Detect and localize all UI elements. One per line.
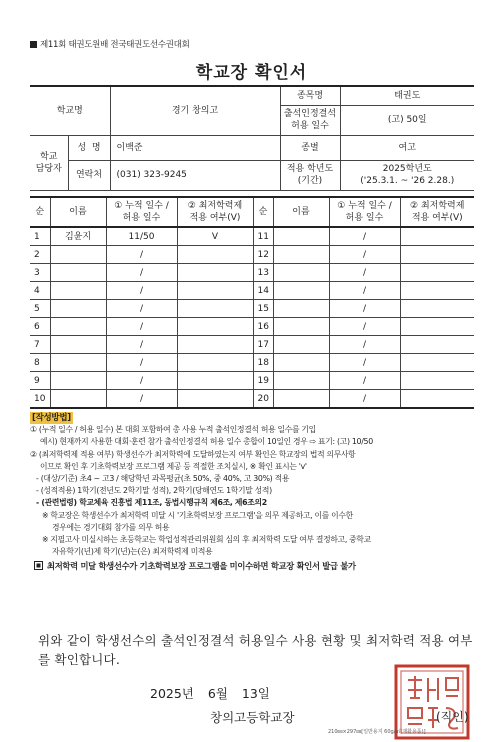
table-cell: /	[329, 336, 400, 354]
competition-name: 제11회 태권도원배 전국태권도선수권대회	[40, 40, 190, 50]
seal-label: (직인)	[436, 710, 469, 724]
table-cell	[400, 390, 474, 409]
table-cell	[177, 390, 253, 409]
table-cell	[50, 354, 106, 372]
table-cell	[50, 246, 106, 264]
table-cell: 3	[30, 264, 50, 282]
category-label: 종별	[280, 135, 340, 160]
table-cell: /	[329, 372, 400, 390]
instruction-line: - (대상/기준) 초4 ~ 고3 / 해당학년 과목평균(초 50%, 중 40%, 고 30%) 적용	[36, 474, 290, 484]
table-row	[30, 264, 474, 282]
student-list-table	[30, 196, 474, 409]
table-cell	[273, 300, 329, 318]
year-label: 적용 학년도 (기간)	[280, 160, 340, 190]
table-cell	[50, 300, 106, 318]
table-row	[30, 354, 474, 372]
table-cell: /	[329, 318, 400, 336]
event-value: 태권도	[340, 86, 474, 105]
instructions-title: [작성방법]	[32, 413, 71, 423]
table-cell: 13	[253, 264, 273, 282]
table-cell	[50, 282, 106, 300]
table-cell: /	[106, 282, 177, 300]
table-cell	[273, 246, 329, 264]
instruction-line: - (관련법령) 학교체육 진흥법 제11조, 동법시행규칙 제6조, 제6조의2	[36, 498, 267, 508]
category-value: 여고	[340, 135, 474, 160]
table-cell: 12	[253, 246, 273, 264]
table-cell	[177, 372, 253, 390]
issue-date: 2025년 6월 13일	[150, 686, 270, 701]
table-cell: 18	[253, 354, 273, 372]
allowed-days-value: (고) 50일	[340, 105, 474, 135]
col-name: 이름	[273, 197, 329, 227]
table-cell: 16	[253, 318, 273, 336]
school-label: 학교명	[30, 86, 110, 135]
table-cell	[50, 372, 106, 390]
instruction-line: 이므로 확인 후 기초학력보장 프로그램 제공 등 적절한 조치실시, ※ 확인 표시는 'v'	[40, 461, 307, 471]
table-row	[30, 336, 474, 354]
table-cell	[273, 264, 329, 282]
table-cell: 김윤지	[50, 227, 106, 246]
table-cell: 9	[30, 372, 50, 390]
table-cell: 11	[253, 227, 273, 246]
table-cell: 6	[30, 318, 50, 336]
table-cell	[273, 336, 329, 354]
table-cell	[273, 227, 329, 246]
table-cell: /	[106, 372, 177, 390]
table-cell	[400, 300, 474, 318]
school-info-table	[30, 85, 474, 191]
table-cell	[273, 318, 329, 336]
table-cell	[50, 318, 106, 336]
instructions	[30, 412, 480, 573]
table-cell: 17	[253, 336, 273, 354]
table-cell	[177, 300, 253, 318]
name-label: 성 명	[68, 135, 110, 160]
table-cell: /	[329, 246, 400, 264]
table-cell: /	[329, 227, 400, 246]
col-name: 이름	[50, 197, 106, 227]
table-cell	[400, 336, 474, 354]
event-label: 종목명	[280, 86, 340, 105]
instruction-line: ※ 지필고사 미실시하는 초등학교는 학업성적관리위원회 심의 후 최저학력 도달 여부 결정하고, 중학교	[42, 535, 371, 545]
school-value: 경기 창의고	[110, 86, 280, 135]
instruction-line: - (성적적용) 1학기(전년도 2학기말 성적), 2학기(당해연도 1학기말 성적)	[36, 486, 272, 496]
table-cell	[273, 282, 329, 300]
document-title: 학교장 확인서	[195, 63, 308, 83]
name-value: 이백준	[110, 135, 280, 160]
instruction-line: 경우에는 경기대회 참가를 의무 허용	[52, 522, 170, 532]
table-cell: /	[329, 282, 400, 300]
col-days: ① 누적 일수 / 허용 일수	[106, 197, 177, 227]
table-cell: /	[106, 318, 177, 336]
col-no: 순	[253, 197, 273, 227]
allowed-days-label: 출석인정결석 허용 일수	[280, 105, 340, 135]
table-cell	[177, 246, 253, 264]
table-cell: 19	[253, 372, 273, 390]
table-row	[30, 246, 474, 264]
table-cell	[400, 318, 474, 336]
col-days: ① 누적 일수 / 허용 일수	[329, 197, 400, 227]
instruction-line: ① (누적 일수 / 허용 일수) 본 대회 포함하여 총 사용 누적 출석인정결석 허용 일수를 기입	[30, 425, 316, 435]
contact-label: 연락처	[68, 160, 110, 190]
table-cell: 1	[30, 227, 50, 246]
table-cell	[177, 318, 253, 336]
table-cell: /	[106, 390, 177, 409]
manager-label: 학교 담당자	[30, 135, 68, 190]
table-cell	[50, 264, 106, 282]
table-cell: /	[106, 336, 177, 354]
table-cell	[177, 282, 253, 300]
table-cell: /	[329, 354, 400, 372]
table-row	[30, 282, 474, 300]
checkbox-square-icon	[34, 561, 43, 570]
col-min: ② 최저학력제 적용 여부(V)	[177, 197, 253, 227]
table-cell: 10	[30, 390, 50, 409]
table-cell	[177, 336, 253, 354]
instruction-line: 예시) 현재까지 사용한 대회·훈련 참가 출석인정결석 허용 일수 총합이 10일인 경우 ⇨ 표기: (고) 10/50	[40, 437, 373, 447]
table-row	[30, 390, 474, 409]
table-cell	[177, 354, 253, 372]
table-cell: /	[329, 264, 400, 282]
table-cell: 11/50	[106, 227, 177, 246]
confirmation-text: 위와 같이 학생선수의 출석인정결석 허용일수 사용 현황 및 최저학력 적용 여부를 확인합니다.	[38, 633, 473, 667]
table-cell: 2	[30, 246, 50, 264]
table-cell: /	[106, 300, 177, 318]
table-row	[30, 372, 474, 390]
table-cell: /	[329, 390, 400, 409]
table-cell	[177, 264, 253, 282]
competition-header	[30, 38, 190, 50]
col-min: ② 최저학력제 적용 여부(V)	[400, 197, 474, 227]
instruction-line: ※ 학교장은 학생선수가 최저학력 미달 시 '기초학력보장 프로그램'을 의무 제공하고, 이를 이수한	[42, 510, 353, 520]
table-row	[30, 227, 474, 246]
contact-value: (031) 323-9245	[110, 160, 280, 190]
paper-spec-footer: 210㎜×297㎜[일반용지 60g/㎡(재활용품)]	[328, 729, 426, 735]
table-cell: /	[106, 354, 177, 372]
table-cell: 8	[30, 354, 50, 372]
table-cell	[273, 372, 329, 390]
table-cell: /	[329, 300, 400, 318]
table-cell	[50, 390, 106, 409]
instruction-line: 자유학기(년)제 학기(년)는(은) 최저학력제 미적용	[52, 547, 213, 557]
table-cell	[273, 390, 329, 409]
table-cell	[50, 336, 106, 354]
table-cell: 20	[253, 390, 273, 409]
list-header-row	[30, 197, 474, 227]
instruction-notice: 최저학력 미달 학생선수가 기초학력보장 프로그램을 미이수하면 학교장 확인서 발급 불가	[47, 561, 356, 572]
table-cell: /	[106, 264, 177, 282]
principal-name: 창의고등학교장	[210, 710, 295, 725]
table-cell: V	[177, 227, 253, 246]
table-row	[30, 300, 474, 318]
table-cell	[273, 354, 329, 372]
col-no: 순	[30, 197, 50, 227]
table-cell: /	[106, 246, 177, 264]
table-cell	[400, 246, 474, 264]
table-row	[30, 318, 474, 336]
table-cell	[400, 264, 474, 282]
table-cell: 7	[30, 336, 50, 354]
square-bullet-icon	[30, 41, 37, 48]
table-cell	[400, 372, 474, 390]
instruction-line: ② (최저학력제 적용 여부) 학생선수가 최저학력에 도달하였는지 여부 확인은 학교장의 법적 의무사항	[30, 449, 356, 459]
table-cell: 14	[253, 282, 273, 300]
table-cell	[400, 354, 474, 372]
table-cell: 4	[30, 282, 50, 300]
table-cell: 15	[253, 300, 273, 318]
table-cell: 5	[30, 300, 50, 318]
table-cell	[400, 227, 474, 246]
table-cell	[400, 282, 474, 300]
year-value: 2025학년도 ('25.3.1. ~ '26 2.28.)	[340, 160, 474, 190]
